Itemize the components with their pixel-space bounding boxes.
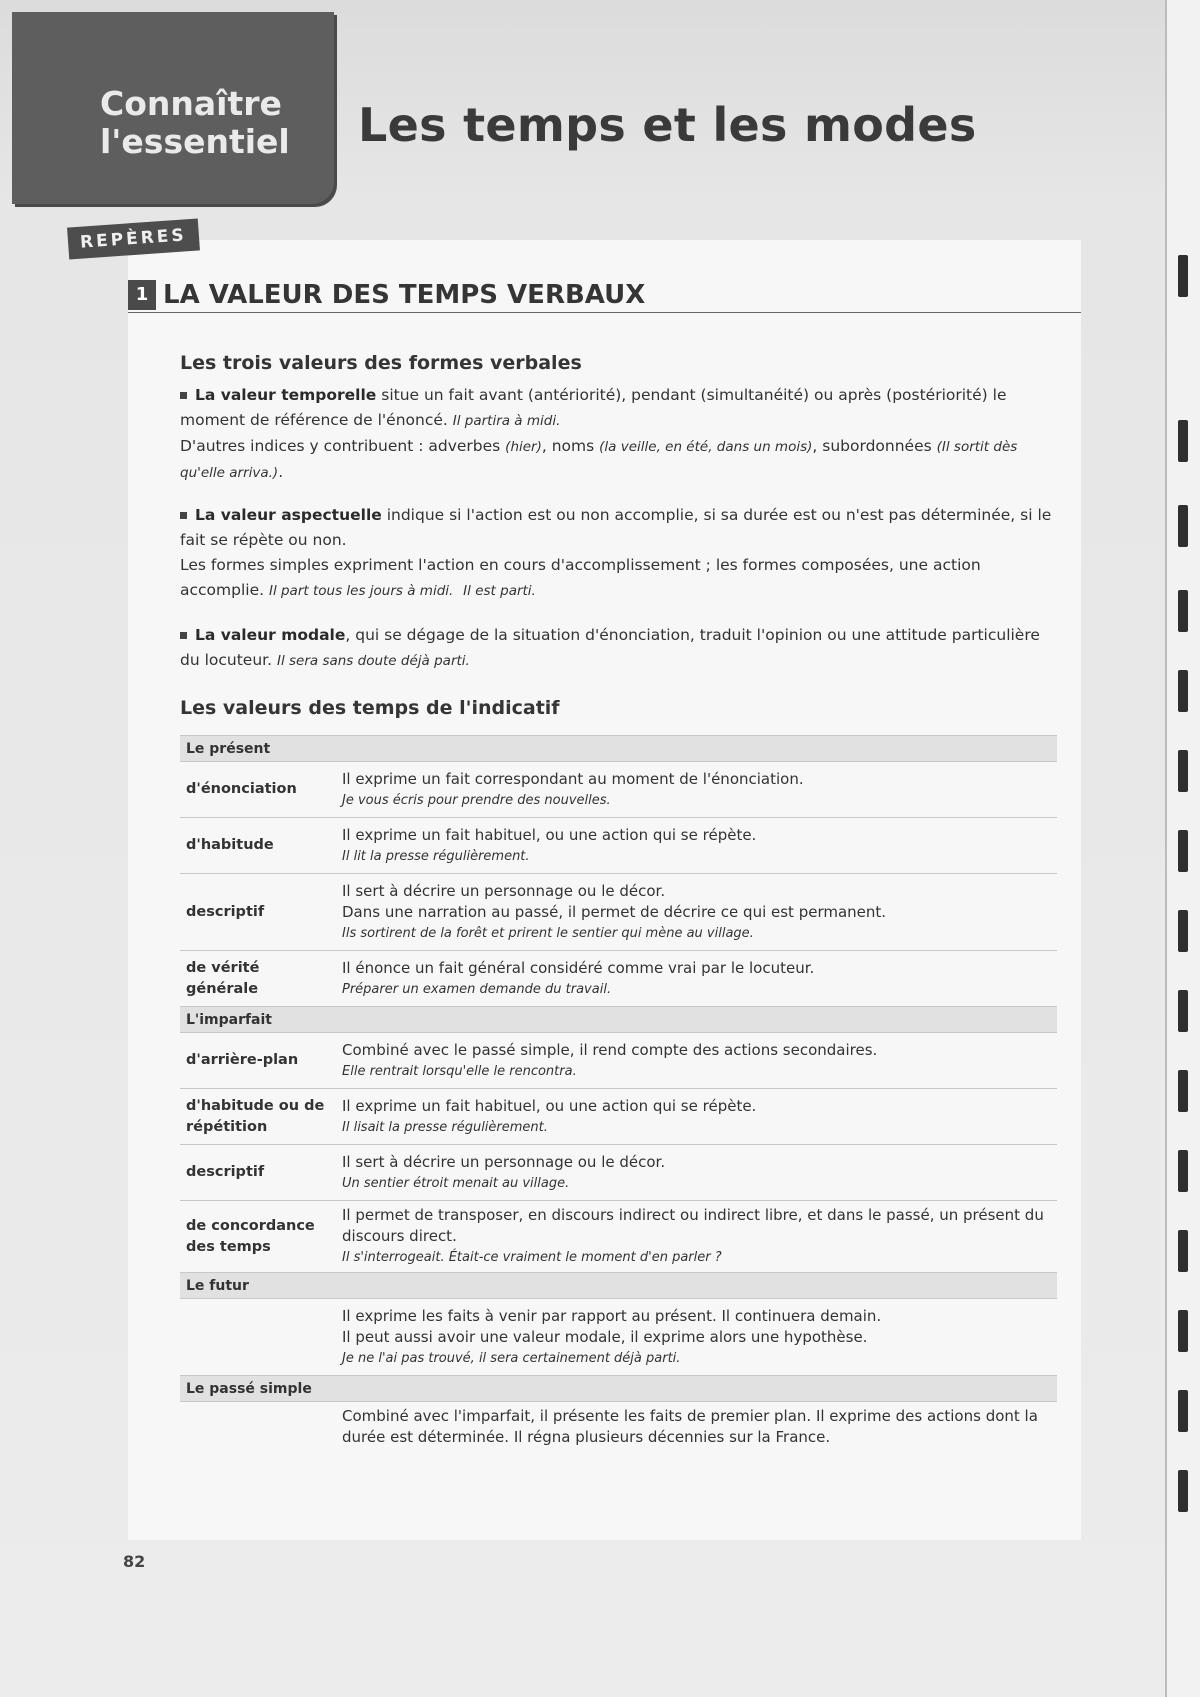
binding-ring (1178, 750, 1188, 792)
paragraph-temporelle (180, 383, 1060, 486)
chapter-tab-line2: l'essentiel (100, 122, 290, 161)
table-row (180, 1089, 1057, 1145)
section-heading (128, 279, 1081, 313)
row-label (180, 1402, 336, 1453)
term-modale: La valeur modale (195, 626, 346, 644)
example: Il partira à midi. (452, 413, 561, 429)
example: Il s'interrogeait. Était-ce vraiment le moment d'en parler ? (342, 1250, 722, 1265)
description-line: Combiné avec l'imparfait, il présente les faits de premier plan. Il exprime des actions dont la durée est déterminée. Il régna plusieurs décennies sur la France. (342, 1407, 1038, 1446)
binding-ring (1178, 1390, 1188, 1432)
table-category-row (180, 1376, 1057, 1402)
bullet-icon (180, 512, 187, 519)
example: Je ne l'ai pas trouvé, il sera certainement déjà parti. (342, 1350, 681, 1366)
text: . (278, 463, 284, 481)
table-row (180, 818, 1057, 874)
row-description (336, 1089, 1057, 1145)
example: Il sera sans doute déjà parti. (276, 653, 470, 669)
text: , qui se dégage de la situation d'énonciation, traduit l'opinion ou une attitude particulière du locuteur. (180, 626, 1040, 669)
description-line: Il peut aussi avoir une valeur modale, il exprime alors une hypothèse. (342, 1327, 868, 1346)
text: Les formes simples expriment l'action en cours d'accomplissement ; les formes composées, une action accomplie. (180, 556, 981, 599)
page-number: 82 (123, 1552, 146, 1571)
table-row (180, 1402, 1057, 1453)
row-label: de concordance des temps (180, 1201, 336, 1273)
table-row (180, 1145, 1057, 1201)
description-line: Il énonce un fait général considéré comme vrai par le locuteur. (342, 958, 815, 977)
chapter-tab-label (100, 85, 330, 161)
binding-ring (1178, 830, 1188, 872)
binding-ring (1178, 1150, 1188, 1192)
text: , subordonnées (812, 437, 937, 455)
row-description (336, 1299, 1057, 1376)
term-temporelle: La valeur temporelle (195, 386, 377, 404)
table-category-row (180, 1273, 1057, 1299)
example: Elle rentrait lorsqu'elle le rencontra. (342, 1063, 577, 1079)
row-description (336, 874, 1057, 951)
term-aspectuelle: La valeur aspectuelle (195, 506, 382, 524)
binding-ring (1178, 590, 1188, 632)
binding-ring (1178, 1470, 1188, 1512)
table-row (180, 762, 1057, 818)
row-description (336, 951, 1057, 1007)
spiral-binding (1165, 0, 1200, 1697)
description-line: Il sert à décrire un personnage ou le décor. (342, 881, 666, 900)
example: Il part tous les jours à midi. (268, 583, 454, 599)
category-label: Le présent (180, 736, 1057, 762)
description-line: Il sert à décrire un personnage ou le décor. (342, 1152, 666, 1171)
category-label: L'imparfait (180, 1007, 1057, 1033)
row-label: d'habitude ou de répétition (180, 1089, 336, 1145)
example: Il lisait la presse régulièrement. (342, 1119, 548, 1135)
text: indique si l'action est ou non accomplie, si sa durée est ou n'est pas déterminée, si le fait se répète ou non. (180, 506, 1052, 549)
bullet-icon (180, 632, 187, 639)
table-row (180, 1201, 1057, 1273)
table-row (180, 1033, 1057, 1089)
text: , noms (541, 437, 600, 455)
binding-ring (1178, 505, 1188, 547)
row-description (336, 1033, 1057, 1089)
description-line: Il permet de transposer, en discours indirect ou indirect libre, et dans le passé, un présent du discours direct. (342, 1206, 1044, 1245)
binding-ring (1178, 990, 1188, 1032)
paragraph-aspectuelle (180, 503, 1060, 604)
example: (hier) (505, 439, 542, 455)
example: Un sentier étroit menait au village. (342, 1175, 570, 1191)
row-description (336, 762, 1057, 818)
description-line: Il exprime un fait habituel, ou une action qui se répète. (342, 1096, 757, 1115)
binding-ring (1178, 910, 1188, 952)
category-label: Le futur (180, 1273, 1057, 1299)
example: Préparer un examen demande du travail. (342, 981, 612, 997)
binding-ring (1178, 1230, 1188, 1272)
description-line: Il exprime un fait correspondant au moment de l'énonciation. (342, 769, 804, 788)
subsection-title-2: Les valeurs des temps de l'indicatif (180, 697, 560, 719)
description-line: Il exprime un fait habituel, ou une action qui se répète. (342, 825, 757, 844)
example: Il lit la presse régulièrement. (342, 848, 530, 864)
binding-ring (1178, 670, 1188, 712)
description-line: Il exprime les faits à venir par rapport au présent. Il continuera demain. (342, 1306, 882, 1325)
bullet-icon (180, 392, 187, 399)
page-title: Les temps et les modes (358, 98, 977, 152)
text: D'autres indices y contribuent : adverbes (180, 437, 506, 455)
row-description (336, 1145, 1057, 1201)
table-category-row (180, 1007, 1057, 1033)
row-description (336, 1201, 1057, 1273)
paragraph-modale (180, 623, 1060, 674)
row-description (336, 1402, 1057, 1453)
category-label: Le passé simple (180, 1376, 1057, 1402)
section-title: LA VALEUR DES TEMPS VERBAUX (163, 280, 646, 310)
subsection-title-1: Les trois valeurs des formes verbales (180, 352, 582, 374)
description-line: Combiné avec le passé simple, il rend compte des actions secondaires. (342, 1040, 878, 1059)
example: (la veille, en été, dans un mois) (599, 439, 813, 455)
binding-ring (1178, 255, 1188, 297)
example: Il est parti. (463, 583, 536, 599)
text: situe un fait avant (antériorité), pendant (simultanéité) ou après (postériorité) le moment de référence de l'énoncé. (180, 386, 1007, 429)
table-row (180, 1299, 1057, 1376)
row-label: d'arrière-plan (180, 1033, 336, 1089)
example: (Il sortit dès qu'elle arriva.) (180, 439, 1018, 481)
row-label: d'habitude (180, 818, 336, 874)
row-label: descriptif (180, 874, 336, 951)
section-number: 1 (128, 280, 156, 310)
row-label: descriptif (180, 1145, 336, 1201)
table-category-row (180, 736, 1057, 762)
binding-ring (1178, 1070, 1188, 1112)
row-label (180, 1299, 336, 1376)
description-line: Dans une narration au passé, il permet de décrire ce qui est permanent. (342, 902, 887, 921)
reperes-tag: REPÈRES (67, 218, 200, 259)
tense-values-table (180, 735, 1057, 1452)
example: Ils sortirent de la forêt et prirent le sentier qui mène au village. (342, 925, 754, 941)
table-row (180, 951, 1057, 1007)
row-label: d'énonciation (180, 762, 336, 818)
row-label: de vérité générale (180, 951, 336, 1007)
chapter-tab-line1: Connaître (100, 84, 282, 123)
table-row (180, 874, 1057, 951)
row-description (336, 818, 1057, 874)
binding-ring (1178, 1310, 1188, 1352)
example: Je vous écris pour prendre des nouvelles. (342, 792, 611, 808)
binding-ring (1178, 420, 1188, 462)
